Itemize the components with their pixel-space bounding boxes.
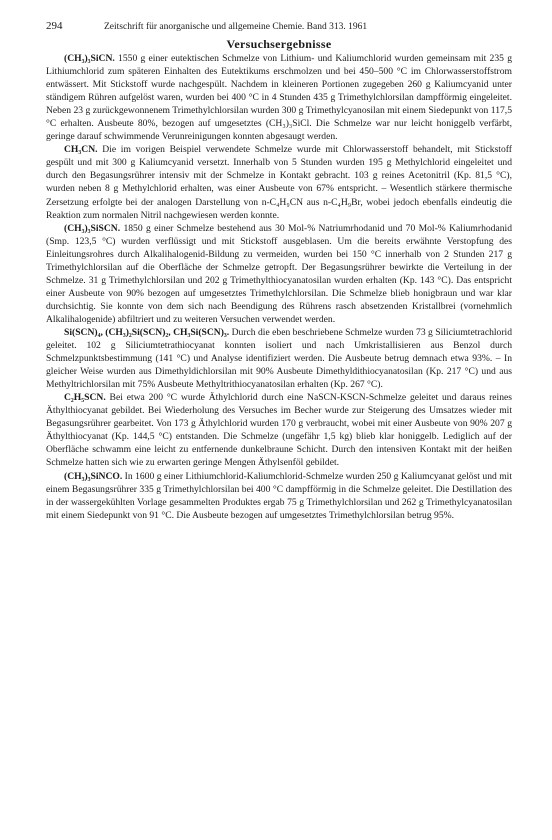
paragraph-label: C₂H₅SCN. — [64, 392, 106, 404]
paragraph-label: (CH₃)₃SiNCO. — [64, 470, 123, 482]
page-number: 294 — [46, 20, 63, 32]
paragraph-label: CH₃CN. — [64, 144, 98, 156]
paragraph-label: Si(SCN)₄, (CH₃)₂Si(SCN)₂, CH₃Si(SCN)₃. — [64, 326, 230, 338]
paragraph-acetonitril — [46, 143, 512, 221]
paragraph-label: (CH₃)₃SiCN. — [64, 53, 115, 64]
paragraph-text: Durch die eben beschriebene Schmelze wurden 73 g Siliciumtetrachlorid geleitet. 102 g Siliciumtetrathiocyanat konnten isoliert und nach Umkristallisieren aus Benzol durch Schmelzpunktsbestimmung (141 °C) und Analyse identifiziert werden. Die Ausbeute betrug demnach etwa 93%. – In gleicher Weise wurden aus Dimethyldichlorsilan mit 90% Ausbeute Dimethyldithiocyanatosilan (Kp. 217 °C) und aus Methyltrichlorsilan mit 75% Ausbeute Methyltrithiocyanatosilan erhalten (Kp. 267 °C). — [46, 326, 512, 391]
paragraph-trimethylthiocyanatosilan — [46, 222, 512, 326]
paragraph-thiocyanatosilane — [46, 326, 512, 391]
paragraph-label: (CH₃)₃SiSCN. — [64, 222, 121, 234]
paragraph-trimethylcyanosilan — [46, 52, 512, 143]
journal-title: Zeitschrift für anorganische und allgemeine Chemie. Band 313. 1961 — [104, 22, 368, 32]
paragraph-trimethylcyanatosilan — [46, 470, 512, 522]
paragraph-text: Bei etwa 200 °C wurde Äthylchlorid durch eine NaSCN-KSCN-Schmelze geleitet und daraus reines Äthylthiocyanat gebildet. Bei Wiederholung des Versuches im Becher wurde zur Steigerung des Umsatzes wieder mit Begasungsrührer gearbeitet. Von 173 g Äthylchlorid wurden 170 g verbraucht, wobei mit einer Ausbeute von 90% 207 g Äthylthiocyanat (Kp. 144,5 °C) entstanden. Die Schmelze (ungefähr 1,5 kg) blieb klar honiggelb. Lediglich auf der Oberfläche schwamm eine leicht zu entfernende dunkelbraune Schicht. Durch den intensiven Kontakt mit der heißen Schmelze hatten sich wie zu erwarten geringe Mengen Äthylsenföl gebildet. — [46, 392, 512, 469]
section-title: Versuchsergebnisse — [226, 37, 332, 51]
paragraph-text: 1850 g einer Schmelze bestehend aus 30 Mol-% Natriumrhodanid und 70 Mol-% Kaliumrhodanid (Smp. 123,5 °C) wurden verflüssigt und mit Stickstoff ausgeblasen. Um die bereits erwähnte Verstopfung des Einleitungsrohres durch Alkalihalogenid-Bildung zu vermeiden, wurden bei 150 °C innerhalb von 2 Stunden 217 g Trimethylchlorsilan auf die Oberfläche der Schmelze getropft. Der Begasungsrührer bewirkte die Verteilung in der Schmelze. 31 g Trimethylchlorsilan und 202 g Trimethylthiocyanatosilan wurden erhalten (Kp. 143 °C). Das entspricht einer Ausbeute von 90% bezogen auf umgesetztes Trimethylchlorsilan. Die Schmelze blieb honigbraun und war klar durchsichtig. Sie konnte von dem sich nach Beendigung des Rührens rasch absetzenden Kristallbrei (vornehmlich Alkalihalogenide) abfiltriert und zu weiteren Versuchen verwendet werden. — [46, 222, 512, 325]
paragraph-text: Die im vorigen Beispiel verwendete Schmelze wurde mit Chlorwasserstoff behandelt, mit Stickstoff gespült und mit 300 g Kaliumcyanid versetzt. Innerhalb von 5 Stunden wurden 195 g Methylchlorid eingeleitet und durch den Begasungsrührer intensiv mit der Schmelze in Kontakt gebracht. 103 g reines Acetonitril (Kp. 81,5 °C), wurden neben 8 g Methylchlorid erhalten, was einer Ausbeute von 67% entspricht. – Wesentlich stärkere thermische Zersetzung erfolgte bei der analogen Darstellung von n-C₄H₉CN aus n-C₄H₉Br, wobei jedoch ebenfalls eindeutig die Reaktion zum normalen Nitril nachgewiesen werden konnte. — [46, 144, 512, 221]
body-text — [46, 52, 512, 522]
paragraph-text: In 1600 g einer Lithiumchlorid-Kaliumchlorid-Schmelze wurden 250 g Kaliumcyanat gelöst und mit einem Begasungsrührer 335 g Trimethylchlorsilan bei 400 °C dampfförmig in die Schmelze geleitet. Die Destillation des in der wassergekühlten Vorlage gesammelten Produktes ergab 75 g Trimethylchlorsilan und 262 g Trimethylcyanatosilan mit einem Siedepunkt von 91 °C. Die Ausbeute bezogen auf umgesetztes Trimethylchlorsilan betrug 95%. — [46, 470, 512, 521]
paragraph-text: 1550 g einer eutektischen Schmelze von Lithium- und Kaliumchlorid wurden gemeinsam mit 235 g Lithiumchlorid zum späteren Einhalten des Eutektikums erschmolzen und bei 450–500 °C im Chlorwasserstoffstrom entwässert. Mit Stickstoff wurde nachgespült. Nachdem in kleineren Portionen zugegeben 260 g Kaliumcyanid unter ständigem Rühren aufgelöst waren, wurden bei 400 °C in 4 Stunden 435 g Trimethylchlorsilan dampfförmig eingeleitet. Neben 23 g zurückgewonnenem Trimethylchlorsilan wurden 300 g Trimethylcyanosilan mit einem Siedepunkt von 117,5 °C erhalten. Ausbeute 80%, bezogen auf umgesetztes (CH₃)₃SiCl. Die Schmelze war nur leicht honiggelb verfärbt, geringe darauf schwimmende Verunreinigungen konnten abgesaugt werden. — [46, 53, 512, 143]
running-header — [46, 20, 512, 33]
paragraph-aethylthiocyanat — [46, 391, 512, 469]
